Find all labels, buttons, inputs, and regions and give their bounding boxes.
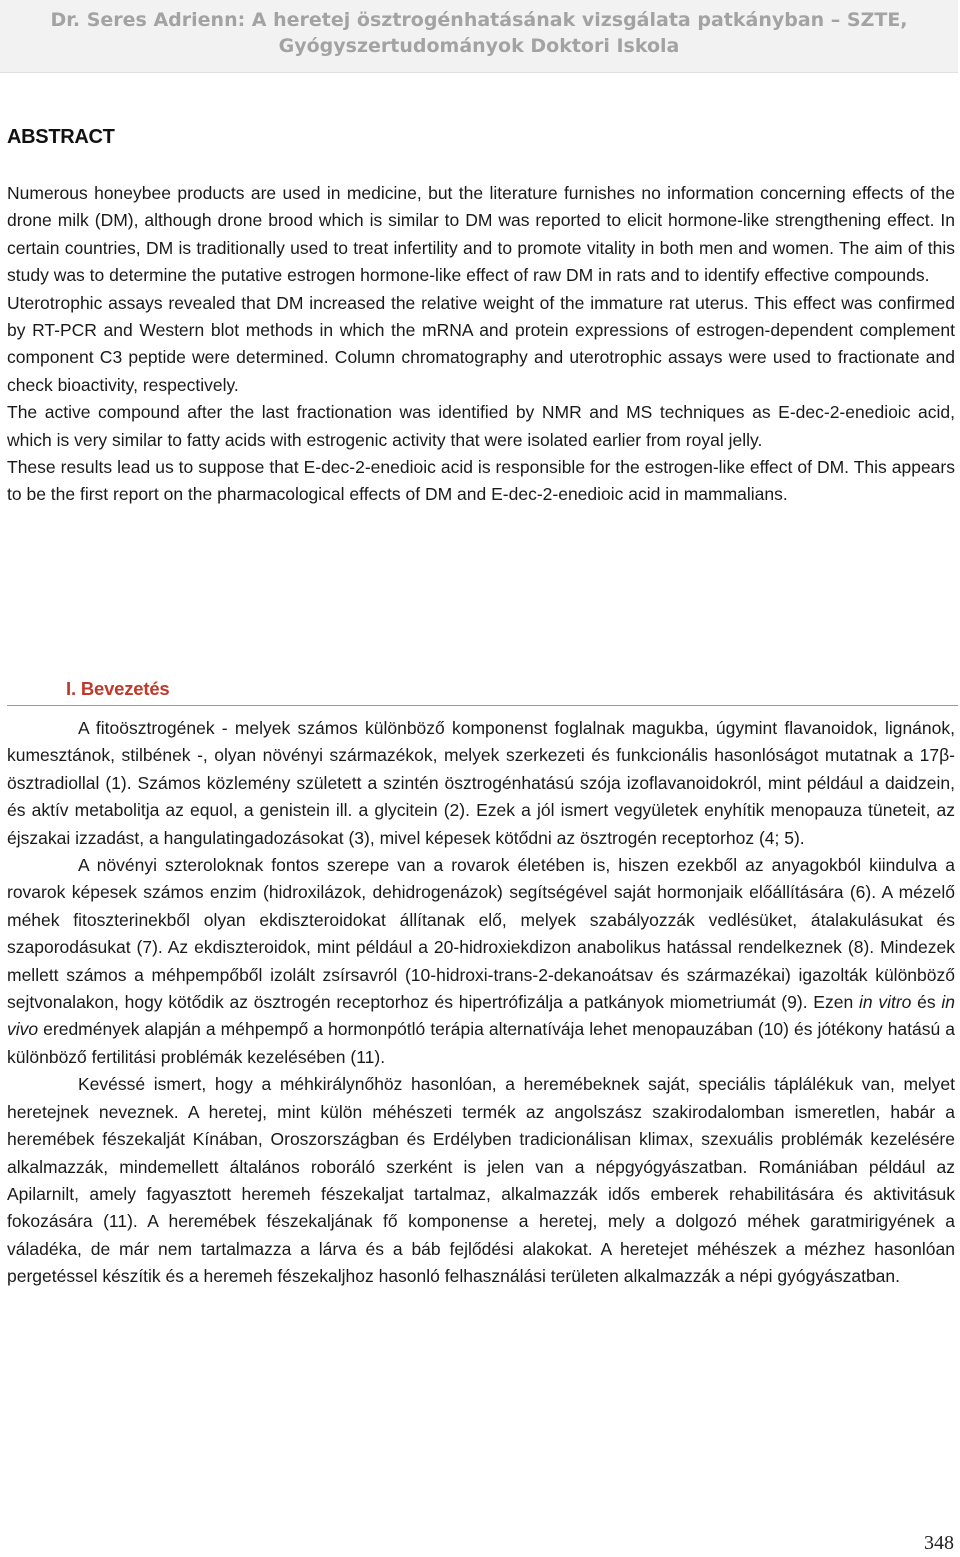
section-heading [7,676,958,706]
header-line-2: Gyógyszertudományok Doktori Iskola [278,35,680,57]
intro-paragraph-2-part-c: eredmények alapján a méhpempő a hormonpótló terápia alternatívája lehet menopauzában (10) és jótékony hatású a különböző fertilitási problémák kezelésében (11). [7,1019,955,1067]
introduction-body [7,715,955,1291]
abstract-paragraph-4: These results lead us to suppose that E-dec-2-enedioic acid is responsible for the estrogen-like effect of DM. This appears to be the first report on the pharmacological effects of DM and E-dec-2-enedioic acid in mammalians. [7,457,955,505]
intro-paragraph-2 [7,852,955,1071]
intro-paragraph-1: A fitoösztrogének - melyek számos különböző komponenst foglalnak magukba, úgymint flavanoidok, lignánok, kumesztánok, stilbének -, olyan növényi származékok, melyek szerkezeti és funkcionális hasonlóságot mutatnak a 17β-ösztradiollal (1). Számos közlemény született a szintén ösztrogénhatású szója izoflavanoidokról, mint például a daidzein, és aktív metabolitja az equol, a genistein ill. a glycitein (2). Ezek a jól ismert vegyületek enyhítik menopauza tüneteit, az éjszakai izzadást, a hangulatingadozásokat (3), mivel képesek kötődni az ösztrogén receptorhoz (4; 5). [7,718,955,848]
abstract-paragraph-1: Numerous honeybee products are used in medicine, but the literature furnishes no information concerning effects of the drone milk (DM), although drone brood which is similar to DM was reported to elicit hormone-like strengthening effect. In certain countries, DM is traditionally used to treat infertility and to promote vitality in both men and women. The aim of this study was to determine the putative estrogen hormone-like effect of raw DM in rats and to identify effective compounds. [7,183,955,286]
running-header [0,0,958,73]
in-vitro-term: in vitro [858,992,912,1013]
intro-paragraph-2-part-b: és [911,992,942,1013]
section-title-text: I. Bevezetés [66,678,170,699]
abstract-body [7,180,955,509]
in-vivo-term: in vivo [7,992,955,1040]
abstract-paragraph-3: The active compound after the last fractionation was identified by NMR and MS techniques as E-dec-2-enedioic acid, which is very similar to fatty acids with estrogenic activity that were isolated earlier from royal jelly. [7,402,955,450]
header-line-1: Dr. Seres Adrienn: A heretej ösztrogénhatásának vizsgálata patkányban – SZTE, [50,9,908,31]
abstract-heading: ABSTRACT [7,126,115,148]
page-number: 348 [924,1532,954,1554]
intro-paragraph-3: Kevéssé ismert, hogy a méhkirálynőhöz hasonlóan, a heremébeknek saját, speciális táplálékuk van, melyet heretejnek neveznek. A heretej, mint külön méhészeti termék az angolszász szakirodalomban ismeretlen, habár a heremébek fészekalját Kínában, Oroszországban és Erdélyben tradicionálisan klimax, szexuális problémák kezelésére alkalmazzák, mindemellett általános roboráló szerként is jelen van a népgyógyászatban. Romániában például az Apilarnilt, amely fagyasztott heremeh fészekaljat tartalmaz, alkalmazzák idős emberek rehabilitására és aktivitásuk fokozására (11). A heremébek fészekaljának fő komponense a heretej, mely a dolgozó méhek garatmirigyének a váladéka, de már nem tartalmazza a lárva és a báb fejlődési alakokat. A heretejet méhészek a mézhez hasonlóan pergetéssel készítik és a heremeh fészekaljhoz hasonló felhasználási területen alkalmazzák a népi gyógyászatban. [7,1074,955,1287]
intro-paragraph-2-part-a: A növényi szteroloknak fontos szerepe van a rovarok életében is, hiszen ezekből az anyagokból kiindulva a rovarok képesek számos enzim (hidroxilázok, dehidrogenázok) segítségével saját hormonjaik előállítására (6). A mézelő méhek fitoszterinekből olyan ekdiszteroidokat állítanak elő, melyek szabályozzák vedlésüket, átalakulásukat és szaporodásukat (7). Az ekdiszteroidok, mint például a 20-hidroxiekdizon anabolikus hatással rendelkeznek (8). Mindezek mellett számos a méhpempőből izolált zsírsavról (10-hidroxi-trans-2-dekanoátsav és származékai) igazolták különböző sejtvonalakon, hogy kötődik az ösztrogén receptorhoz és hipertrófizálja a patkányok miometriumát (9). Ezen [7,855,955,1013]
abstract-paragraph-2: Uterotrophic assays revealed that DM increased the relative weight of the immature rat uterus. This effect was confirmed by RT-PCR and Western blot methods in which the mRNA and protein expressions of estrogen-dependent complement component C3 peptide were determined. Column chromatography and uterotrophic assays were used to fractionate and check bioactivity, respectively. [7,292,955,395]
